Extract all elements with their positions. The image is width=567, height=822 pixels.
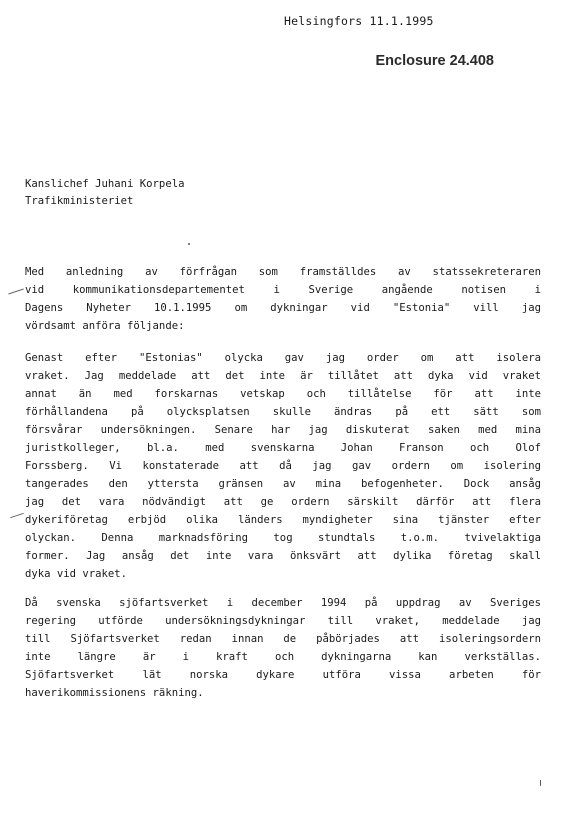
recipient-block [25,176,184,210]
text-line: jag det vara nödvändigt att ge ordern särskilt därför att flera [25,496,541,508]
recipient-organization: Trafikministeriet [25,195,134,207]
text-line: tangerades den yttersta gränsen av mina befogenheter. Dock ansåg [25,478,541,490]
text-line: försvårar undersökningen. Senare har jag diskuterat saken med mina [25,424,541,436]
scan-speck [188,243,190,245]
text-line: vid kommunikationsdepartementet i Sverige angående notisen i [25,284,541,296]
text-line: Sjöfartsverket lät norska dykare utföra vissa arbeten för [25,669,541,681]
text-line: juristkolleger, bl.a. med svenskarna Johan Franson och Olof [25,442,541,454]
enclosure-number: Enclosure 24.408 [375,53,494,69]
text-line: Med anledning av förfrågan som framställdes av statssekreteraren [25,266,541,278]
margin-pen-mark [8,289,24,295]
text-line: Genast efter "Estonias" olycka gav jag order om att isolera [25,352,541,364]
recipient-name: Kanslichef Juhani Korpela [25,178,185,190]
paragraph-1 [25,263,541,335]
text-line: regering utförde undersökningsdykningar till vraket, meddelade jag [25,615,541,627]
text-line: Då svenska sjöfartsverket i december 1994 på uppdrag av Sveriges [25,597,541,609]
text-line: förhållandena på olycksplatsen skulle ändras på ett sätt som [25,406,541,418]
text-line: dykeriföretag erbjöd olika länders myndigheter sina tjänster efter [25,514,541,526]
text-line: olyckan. Denna marknadsföring tog stundtals t.o.m. tvivelaktiga [25,532,541,544]
text-line: vraket. Jag meddelade att det inte är tillåtet att dyka vid vraket [25,370,541,382]
text-line: Forssberg. Vi konstaterade att då jag gav ordern om isolering [25,460,541,472]
text-line: former. Jag ansåg det inte vara önksvärt att dylika företag skall [25,550,541,562]
text-line: till Sjöfartsverket redan innan de påbörjades att isoleringsordern [25,633,541,645]
text-line: haverikommissionens räkning. [25,687,204,699]
paragraph-3 [25,594,541,702]
place-date: Helsingfors 11.1.1995 [284,14,434,28]
text-line: vördsamt anföra följande: [25,320,185,332]
margin-pen-mark [10,513,24,518]
text-line: inte längre är i kraft och dykningarna kan verkställas. [25,651,541,663]
scan-speck [540,780,541,786]
text-line: dyka vid vraket. [25,568,128,580]
paragraph-2 [25,349,541,583]
text-line: Dagens Nyheter 10.1.1995 om dykningar vid "Estonia" vill jag [25,302,541,314]
text-line: annat än med forskarnas vetskap och tillåtelse för att inte [25,388,541,400]
